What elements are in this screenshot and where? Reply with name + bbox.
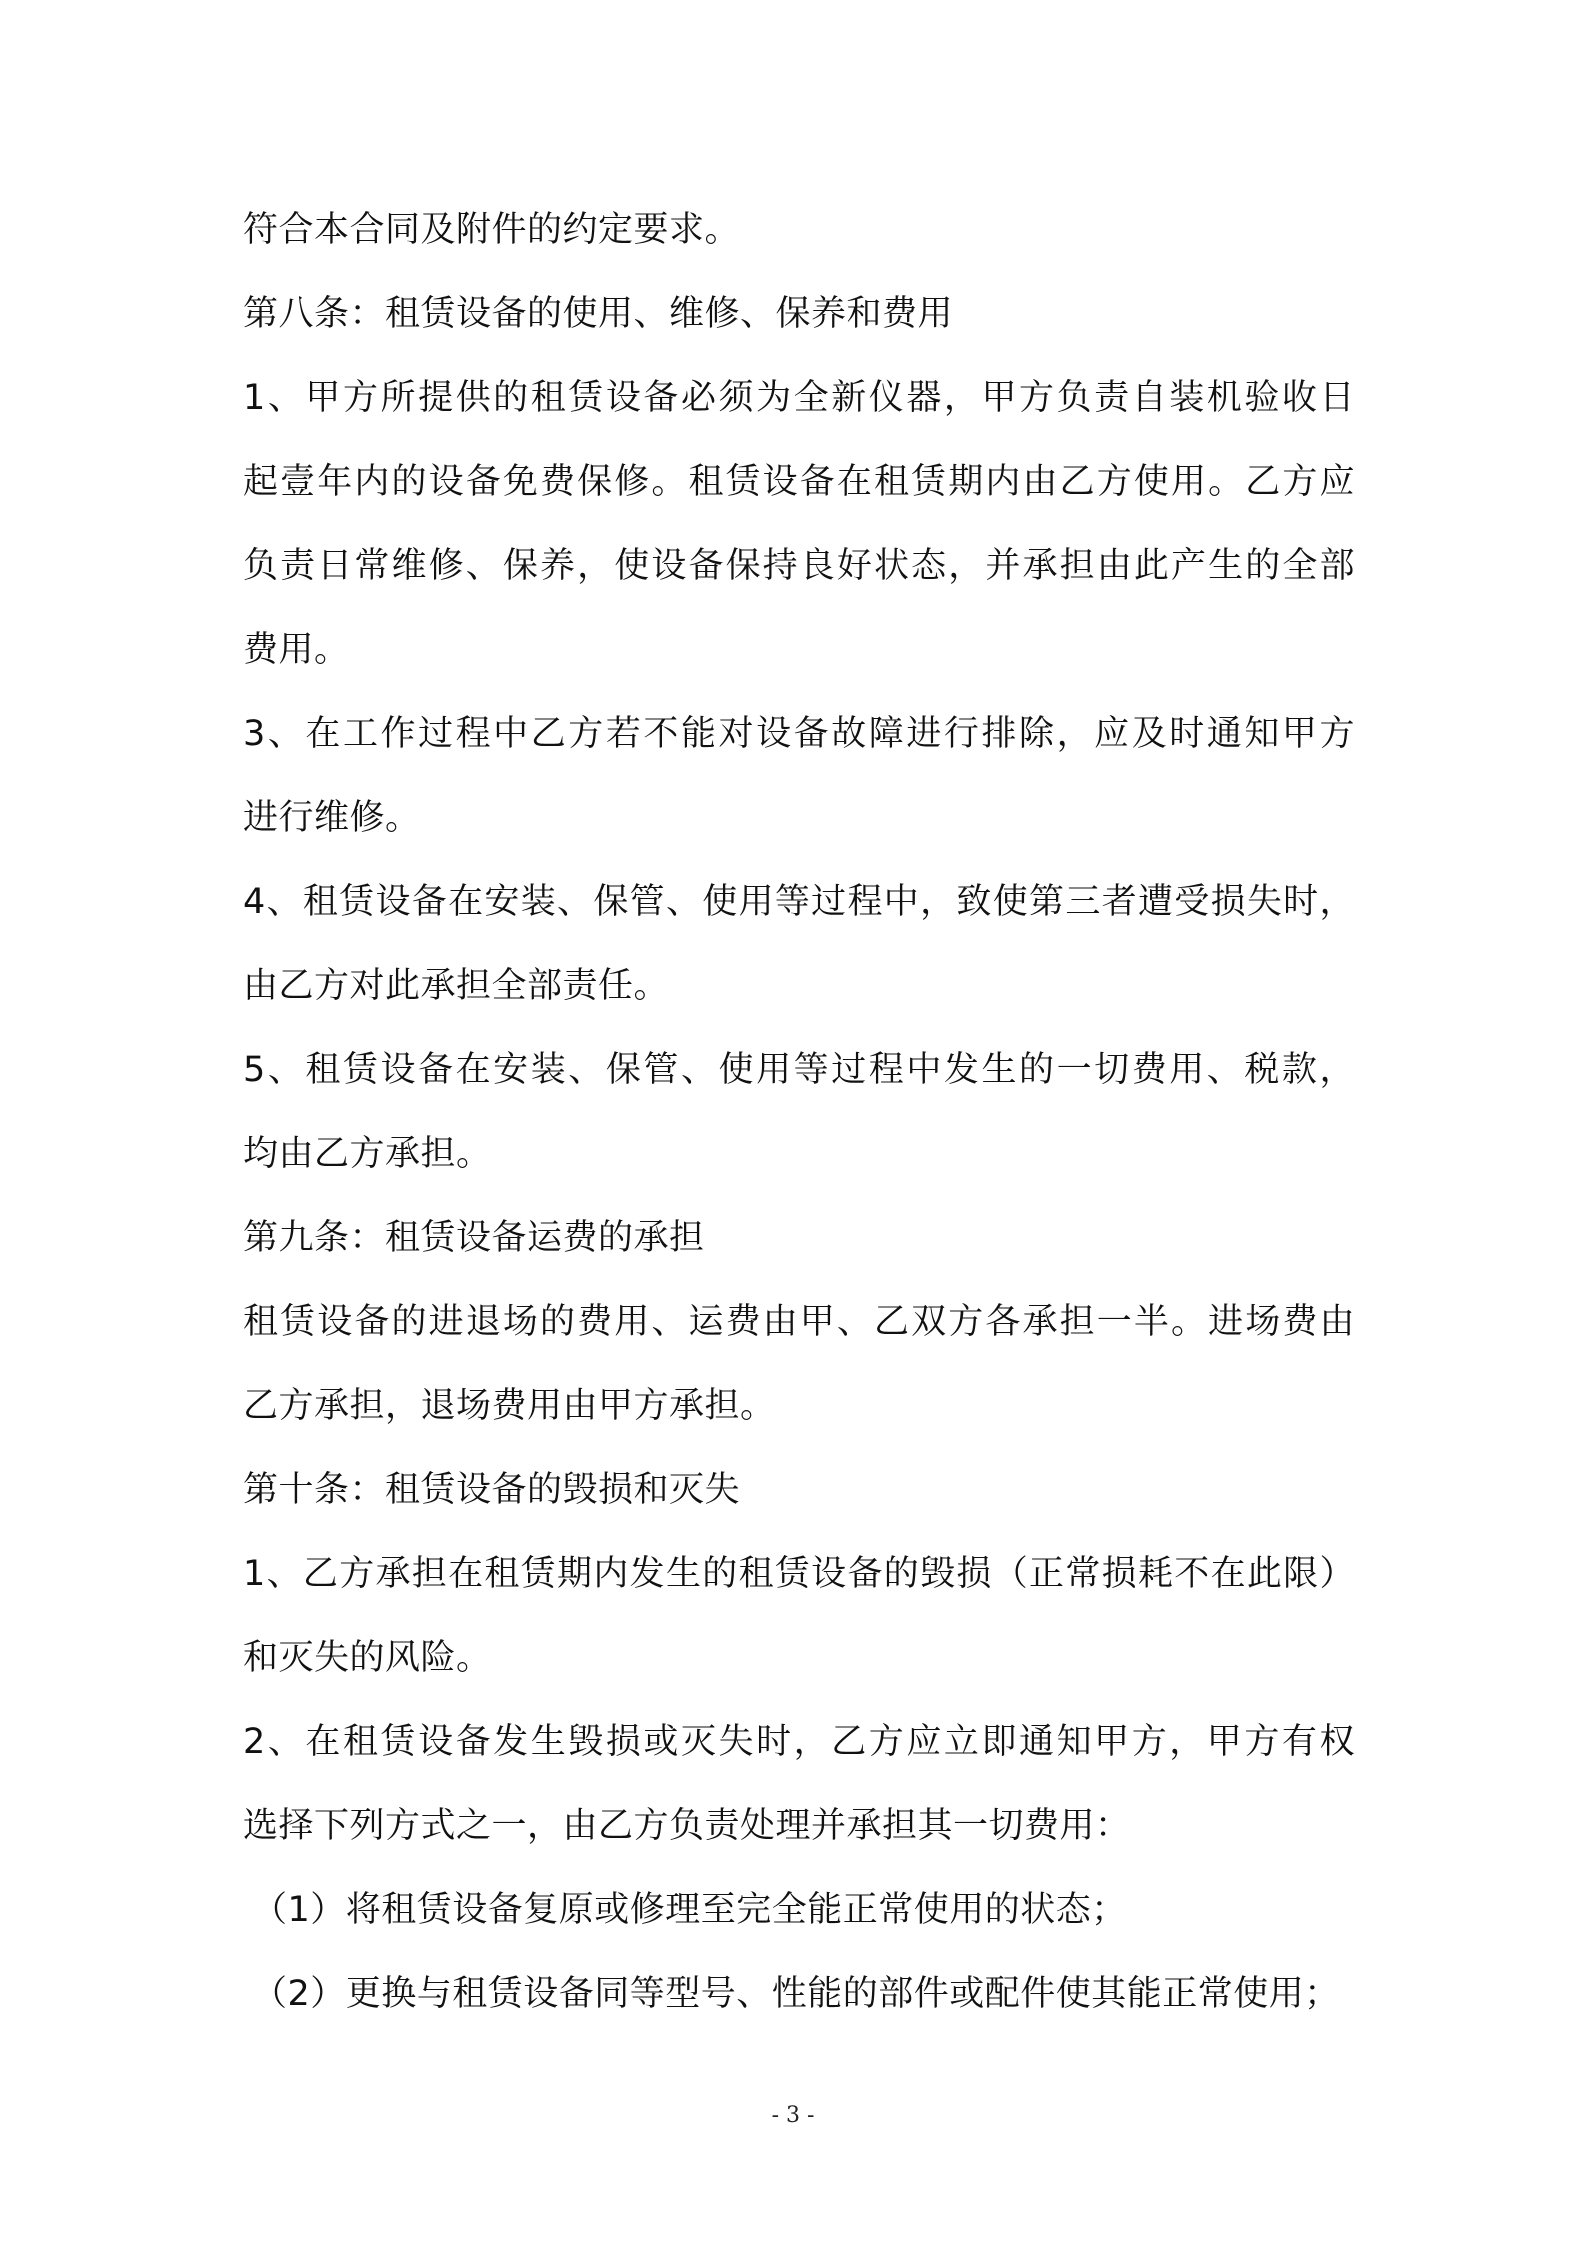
page-number: - 3 - [771, 2103, 815, 2128]
text-line-19: 2、在租赁设备发生毁损或灭失时，乙方应立即通知甲方，甲方有权 [243, 1722, 1355, 1762]
text-line-10: 由乙方对此承担全部责任。 [243, 966, 670, 1006]
text-line-1: 符合本合同及附件的约定要求。 [243, 210, 741, 250]
article-10-heading: 第十条：租赁设备的毁损和灭失 [243, 1470, 741, 1510]
text-line-18: 和灭失的风险。 [243, 1638, 492, 1678]
article-9-heading: 第九条：租赁设备运费的承担 [243, 1218, 705, 1258]
text-line-15: 乙方承担，退场费用由甲方承担。 [243, 1386, 776, 1426]
text-line-12: 均由乙方承担。 [243, 1134, 492, 1174]
text-line-14: 租赁设备的进退场的费用、运费由甲、乙双方各承担一半。进场费由 [243, 1302, 1355, 1342]
text-line-17: 1、乙方承担在租赁期内发生的租赁设备的毁损（正常损耗不在此限） [243, 1554, 1355, 1594]
text-line-11: 5、租赁设备在安装、保管、使用等过程中发生的一切费用、税款， [243, 1050, 1355, 1090]
text-line-4: 起壹年内的设备免费保修。租赁设备在租赁期内由乙方使用。乙方应 [243, 462, 1355, 502]
text-line-20: 选择下列方式之一，由乙方负责处理并承担其一切费用： [243, 1806, 1131, 1846]
list-item-2: （2）更换与租赁设备同等型号、性能的部件或配件使其能正常使用； [252, 1974, 1340, 2014]
article-8-heading: 第八条：租赁设备的使用、维修、保养和费用 [243, 294, 954, 334]
text-line-5: 负责日常维修、保养，使设备保持良好状态，并承担由此产生的全部 [243, 546, 1355, 586]
text-line-3: 1、甲方所提供的租赁设备必须为全新仪器，甲方负责自装机验收日 [243, 378, 1355, 418]
text-line-8: 进行维修。 [243, 798, 421, 838]
text-line-9: 4、租赁设备在安装、保管、使用等过程中，致使第三者遭受损失时， [243, 882, 1355, 922]
text-line-6: 费用。 [243, 630, 350, 670]
list-item-1: （1）将租赁设备复原或修理至完全能正常使用的状态； [252, 1890, 1127, 1930]
text-line-7: 3、在工作过程中乙方若不能对设备故障进行排除，应及时通知甲方 [243, 714, 1355, 754]
